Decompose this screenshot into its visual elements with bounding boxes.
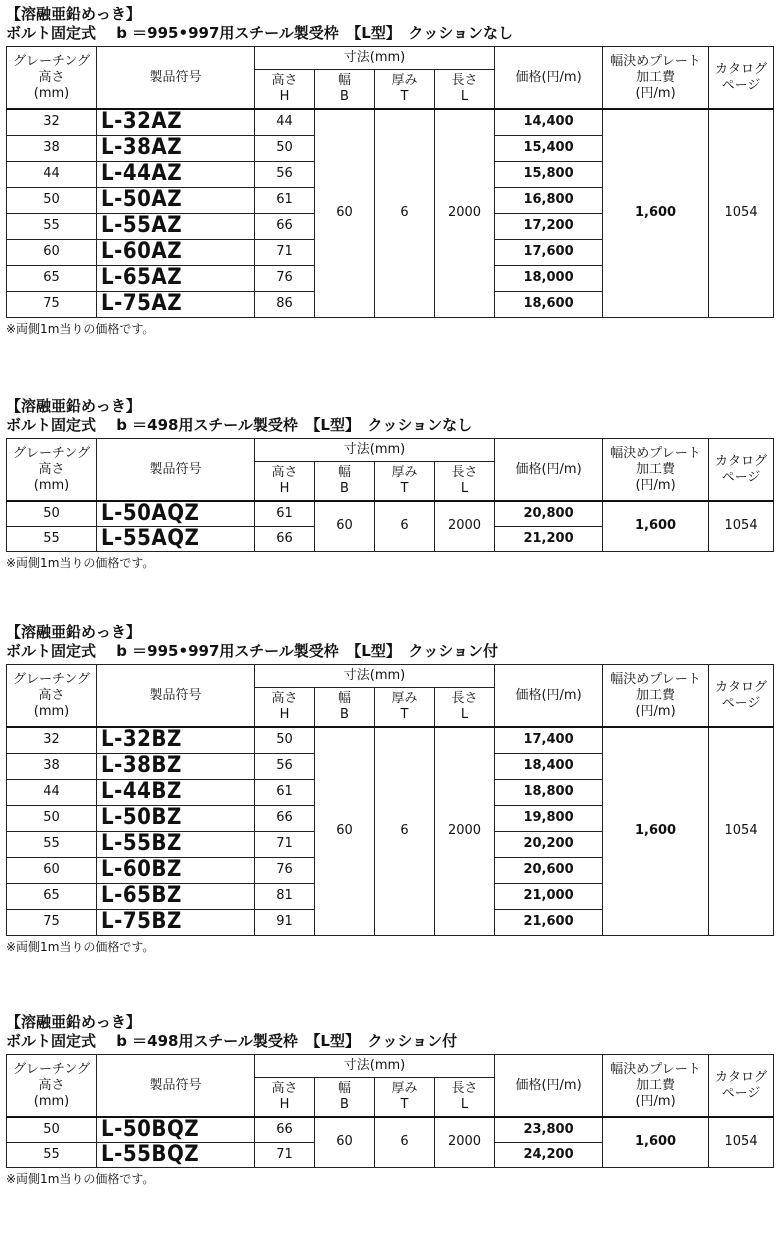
grating-height-cell: 44 — [7, 779, 97, 805]
model-code-cell: L-65BZ — [97, 883, 255, 909]
spec-table-body — [7, 109, 774, 317]
spec-table-body — [7, 501, 774, 551]
price-note: ※両側1m当りの価格です。 — [6, 939, 155, 954]
price-cell: 18,800 — [495, 779, 603, 805]
height-h-cell: 86 — [255, 291, 315, 317]
price-cell: 17,200 — [495, 213, 603, 239]
model-code-cell: L-44AZ — [97, 161, 255, 187]
price-cell: 16,800 — [495, 187, 603, 213]
header-price: 価格(円/m) — [495, 665, 603, 728]
header-catalog-page: カタログ ページ — [709, 1055, 774, 1118]
header-catalog-page: カタログ ページ — [709, 439, 774, 502]
price-cell: 14,400 — [495, 109, 603, 135]
header-height: 高さ H — [255, 70, 315, 110]
grating-height-cell: 50 — [7, 805, 97, 831]
table-row — [7, 109, 774, 135]
header-price: 価格(円/m) — [495, 47, 603, 110]
grating-height-cell: 50 — [7, 1117, 97, 1142]
grating-height-cell: 50 — [7, 187, 97, 213]
price-cell: 17,400 — [495, 727, 603, 753]
height-h-cell: 71 — [255, 239, 315, 265]
header-height: 高さ H — [255, 1078, 315, 1118]
model-code-cell: L-44BZ — [97, 779, 255, 805]
model-code-cell: L-38AZ — [97, 135, 255, 161]
grating-height-cell: 32 — [7, 727, 97, 753]
model-code-cell: L-50BZ — [97, 805, 255, 831]
grating-height-cell: 55 — [7, 831, 97, 857]
spec-section-1 — [6, 5, 774, 337]
catalog-page-cell: 1054 — [709, 501, 774, 551]
spec-section-4 — [6, 1013, 774, 1187]
grating-height-cell: 38 — [7, 753, 97, 779]
price-cell: 19,800 — [495, 805, 603, 831]
height-h-cell: 66 — [255, 526, 315, 551]
header-thickness: 厚み T — [375, 1078, 435, 1118]
header-grating-height: グレーチング 高さ (mm) — [7, 47, 97, 110]
catalog-page-cell: 1054 — [709, 727, 774, 935]
height-h-cell: 44 — [255, 109, 315, 135]
spec-table — [6, 438, 774, 552]
model-code-cell: L-75AZ — [97, 291, 255, 317]
header-width: 幅 B — [315, 462, 375, 502]
header-price: 価格(円/m) — [495, 439, 603, 502]
header-dimensions: 寸法(mm) — [255, 47, 495, 70]
height-h-cell: 50 — [255, 727, 315, 753]
thickness-t-cell: 6 — [375, 109, 435, 317]
spec-table — [6, 1054, 774, 1168]
grating-height-cell: 65 — [7, 265, 97, 291]
height-h-cell: 66 — [255, 1117, 315, 1142]
spec-section-3 — [6, 623, 774, 955]
header-model: 製品符号 — [97, 1055, 255, 1118]
price-cell: 20,600 — [495, 857, 603, 883]
header-dimensions: 寸法(mm) — [255, 439, 495, 462]
header-length: 長さ L — [435, 462, 495, 502]
header-catalog-page: カタログ ページ — [709, 665, 774, 728]
grating-height-cell: 55 — [7, 1142, 97, 1167]
price-note: ※両側1m当りの価格です。 — [6, 1171, 155, 1186]
section-subheading: ボルト固定式 b ＝498用スチール製受枠 【L型】 クッション付 — [6, 1032, 458, 1050]
price-cell: 21,000 — [495, 883, 603, 909]
price-cell: 15,400 — [495, 135, 603, 161]
model-code-cell: L-50BQZ — [97, 1117, 255, 1142]
model-code-cell: L-55AQZ — [97, 526, 255, 551]
header-catalog-page: カタログ ページ — [709, 47, 774, 110]
header-height: 高さ H — [255, 462, 315, 502]
width-b-cell: 60 — [315, 727, 375, 935]
grating-height-cell: 55 — [7, 526, 97, 551]
header-thickness: 厚み T — [375, 462, 435, 502]
section-heading: 【溶融亜鉛めっき】 — [6, 1013, 141, 1031]
section-heading: 【溶融亜鉛めっき】 — [6, 623, 141, 641]
spec-table-body — [7, 1117, 774, 1167]
price-cell: 21,600 — [495, 909, 603, 935]
header-plate-fee: 幅決めプレート 加工費 (円/m) — [603, 1055, 709, 1118]
header-plate-fee: 幅決めプレート 加工費 (円/m) — [603, 439, 709, 502]
height-h-cell: 91 — [255, 909, 315, 935]
height-h-cell: 71 — [255, 1142, 315, 1167]
grating-height-cell: 38 — [7, 135, 97, 161]
header-model: 製品符号 — [97, 47, 255, 110]
spec-table-body — [7, 727, 774, 935]
length-l-cell: 2000 — [435, 727, 495, 935]
height-h-cell: 66 — [255, 805, 315, 831]
height-h-cell: 61 — [255, 501, 315, 526]
price-cell: 20,200 — [495, 831, 603, 857]
price-cell: 24,200 — [495, 1142, 603, 1167]
price-cell: 18,600 — [495, 291, 603, 317]
header-length: 長さ L — [435, 70, 495, 110]
model-code-cell: L-55AZ — [97, 213, 255, 239]
model-code-cell: L-38BZ — [97, 753, 255, 779]
thickness-t-cell: 6 — [375, 1117, 435, 1167]
model-code-cell: L-50AZ — [97, 187, 255, 213]
plate-fee-cell: 1,600 — [603, 501, 709, 551]
section-subheading: ボルト固定式 b ＝995•997用スチール製受枠 【L型】 クッションなし — [6, 24, 514, 42]
catalog-page-cell: 1054 — [709, 1117, 774, 1167]
grating-height-cell: 50 — [7, 501, 97, 526]
model-code-cell: L-60BZ — [97, 857, 255, 883]
width-b-cell: 60 — [315, 501, 375, 551]
height-h-cell: 76 — [255, 857, 315, 883]
price-note: ※両側1m当りの価格です。 — [6, 321, 155, 336]
price-cell: 18,000 — [495, 265, 603, 291]
model-code-cell: L-32AZ — [97, 109, 255, 135]
header-model: 製品符号 — [97, 665, 255, 728]
model-code-cell: L-55BQZ — [97, 1142, 255, 1167]
catalog-page-cell: 1054 — [709, 109, 774, 317]
section-subheading: ボルト固定式 b ＝498用スチール製受枠 【L型】 クッションなし — [6, 416, 473, 434]
header-dimensions: 寸法(mm) — [255, 1055, 495, 1078]
width-b-cell: 60 — [315, 109, 375, 317]
model-code-cell: L-50AQZ — [97, 501, 255, 526]
length-l-cell: 2000 — [435, 1117, 495, 1167]
spec-section-2 — [6, 397, 774, 571]
height-h-cell: 61 — [255, 187, 315, 213]
grating-height-cell: 44 — [7, 161, 97, 187]
model-code-cell: L-65AZ — [97, 265, 255, 291]
grating-height-cell: 75 — [7, 909, 97, 935]
plate-fee-cell: 1,600 — [603, 109, 709, 317]
price-cell: 15,800 — [495, 161, 603, 187]
grating-height-cell: 60 — [7, 857, 97, 883]
model-code-cell: L-60AZ — [97, 239, 255, 265]
header-width: 幅 B — [315, 688, 375, 728]
height-h-cell: 66 — [255, 213, 315, 239]
plate-fee-cell: 1,600 — [603, 727, 709, 935]
thickness-t-cell: 6 — [375, 501, 435, 551]
header-plate-fee: 幅決めプレート 加工費 (円/m) — [603, 665, 709, 728]
header-price: 価格(円/m) — [495, 1055, 603, 1118]
grating-height-cell: 60 — [7, 239, 97, 265]
section-heading: 【溶融亜鉛めっき】 — [6, 397, 141, 415]
header-width: 幅 B — [315, 70, 375, 110]
thickness-t-cell: 6 — [375, 727, 435, 935]
price-cell: 17,600 — [495, 239, 603, 265]
header-width: 幅 B — [315, 1078, 375, 1118]
length-l-cell: 2000 — [435, 501, 495, 551]
grating-height-cell: 75 — [7, 291, 97, 317]
header-thickness: 厚み T — [375, 70, 435, 110]
table-row — [7, 727, 774, 753]
header-grating-height: グレーチング 高さ (mm) — [7, 439, 97, 502]
model-code-cell: L-75BZ — [97, 909, 255, 935]
grating-height-cell: 55 — [7, 213, 97, 239]
header-model: 製品符号 — [97, 439, 255, 502]
height-h-cell: 71 — [255, 831, 315, 857]
width-b-cell: 60 — [315, 1117, 375, 1167]
header-length: 長さ L — [435, 688, 495, 728]
header-thickness: 厚み T — [375, 688, 435, 728]
height-h-cell: 56 — [255, 753, 315, 779]
price-cell: 23,800 — [495, 1117, 603, 1142]
spec-table — [6, 46, 774, 318]
header-length: 長さ L — [435, 1078, 495, 1118]
table-row — [7, 1117, 774, 1142]
header-plate-fee: 幅決めプレート 加工費 (円/m) — [603, 47, 709, 110]
section-heading: 【溶融亜鉛めっき】 — [6, 5, 141, 23]
header-grating-height: グレーチング 高さ (mm) — [7, 665, 97, 728]
height-h-cell: 76 — [255, 265, 315, 291]
height-h-cell: 61 — [255, 779, 315, 805]
price-cell: 18,400 — [495, 753, 603, 779]
price-cell: 21,200 — [495, 526, 603, 551]
table-row — [7, 501, 774, 526]
spec-table — [6, 664, 774, 936]
model-code-cell: L-32BZ — [97, 727, 255, 753]
height-h-cell: 81 — [255, 883, 315, 909]
section-subheading: ボルト固定式 b ＝995•997用スチール製受枠 【L型】 クッション付 — [6, 642, 499, 660]
model-code-cell: L-55BZ — [97, 831, 255, 857]
plate-fee-cell: 1,600 — [603, 1117, 709, 1167]
price-cell: 20,800 — [495, 501, 603, 526]
header-grating-height: グレーチング 高さ (mm) — [7, 1055, 97, 1118]
grating-height-cell: 65 — [7, 883, 97, 909]
length-l-cell: 2000 — [435, 109, 495, 317]
height-h-cell: 50 — [255, 135, 315, 161]
grating-height-cell: 32 — [7, 109, 97, 135]
header-height: 高さ H — [255, 688, 315, 728]
header-dimensions: 寸法(mm) — [255, 665, 495, 688]
height-h-cell: 56 — [255, 161, 315, 187]
price-note: ※両側1m当りの価格です。 — [6, 555, 155, 570]
